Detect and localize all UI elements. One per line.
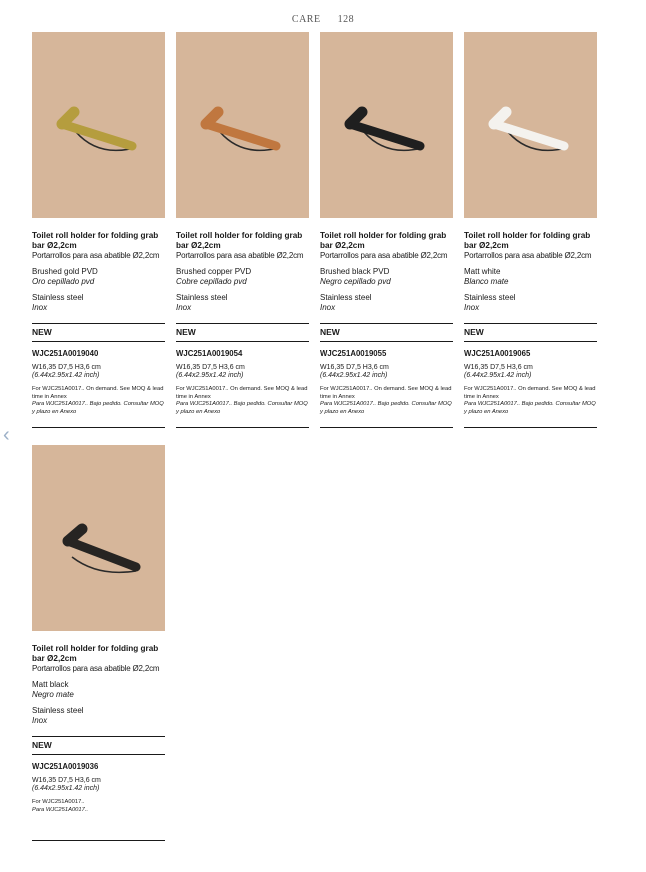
product-reference: WJC251A0019065 [464, 349, 531, 358]
finish-label: Matt white [464, 267, 501, 276]
material-label: Stainless steel [464, 293, 516, 302]
material-label: Stainless steel [176, 293, 228, 302]
finish-label: Matt black [32, 680, 69, 689]
divider [32, 840, 165, 841]
divider [464, 427, 597, 428]
new-badge: NEW [32, 327, 52, 337]
finish-label-es: Oro cepillado pvd [32, 277, 95, 286]
product-title: Toilet roll holder for folding grab bar Ø2,2cm [320, 231, 447, 250]
product-reference: WJC251A0019040 [32, 349, 99, 358]
previous-page-chevron-icon[interactable]: ‹ [3, 424, 10, 446]
finish-label: Brushed black PVD [320, 267, 390, 276]
roll-holder-image [176, 32, 309, 218]
divider [32, 323, 165, 324]
new-badge: NEW [464, 327, 484, 337]
divider [176, 427, 309, 428]
holder-bar [206, 112, 276, 146]
dimensions-inch: (6.44x2.95x1.42 inch) [320, 372, 388, 379]
material-label: Stainless steel [320, 293, 372, 302]
dimensions-cm: W16,35 D7,5 H3,6 cm [464, 364, 533, 371]
page-number: 128 [337, 14, 355, 25]
availability-note-es: Para WJC251A0017.. Bajo pedido. Consultar MOQ y plazo en Anexo [176, 401, 308, 415]
product-subtitle: Portarrollos para asa abatible Ø2,2cm [176, 251, 304, 260]
divider [176, 323, 309, 324]
roll-holder-image [32, 32, 165, 218]
availability-note: For WJC251A0017.. On demand. See MOQ & lead time in Annex [176, 386, 308, 400]
product-reference: WJC251A0019054 [176, 349, 243, 358]
finish-label-es: Negro mate [32, 690, 74, 699]
availability-note: For WJC251A0017.. [32, 799, 85, 805]
product-subtitle: Portarrollos para asa abatible Ø2,2cm [320, 251, 448, 260]
product-subtitle: Portarrollos para asa abatible Ø2,2cm [464, 251, 592, 260]
divider [320, 341, 453, 342]
new-badge: NEW [176, 327, 196, 337]
dimensions-inch: (6.44x2.95x1.42 inch) [32, 785, 100, 792]
material-label: Stainless steel [32, 293, 84, 302]
dimensions-cm: W16,35 D7,5 H3,6 cm [176, 364, 245, 371]
finish-label: Brushed gold PVD [32, 267, 98, 276]
product-card [176, 32, 309, 416]
dimensions-inch: (6.44x2.95x1.42 inch) [32, 372, 100, 379]
product-photo [176, 32, 309, 218]
holder-bar [350, 112, 420, 146]
divider [320, 427, 453, 428]
divider [32, 341, 165, 342]
divider [464, 323, 597, 324]
product-title: Toilet roll holder for folding grab bar Ø2,2cm [464, 231, 591, 250]
material-label-es: Inox [176, 303, 192, 312]
availability-note: For WJC251A0017.. On demand. See MOQ & lead time in Annex [464, 386, 596, 400]
product-card [464, 32, 597, 416]
product-reference: WJC251A0019055 [320, 349, 387, 358]
dimensions-cm: W16,35 D7,5 H3,6 cm [320, 364, 389, 371]
availability-note-es: Para WJC251A0017.. Bajo pedido. Consultar MOQ y plazo en Anexo [320, 401, 452, 415]
product-title: Toilet roll holder for folding grab bar Ø2,2cm [32, 644, 159, 663]
holder-bar [494, 112, 564, 146]
product-title: Toilet roll holder for folding grab bar Ø2,2cm [176, 231, 303, 250]
dimensions-cm: W16,35 D7,5 H3,6 cm [32, 777, 101, 784]
product-photo [464, 32, 597, 218]
finish-label-es: Blanco mate [464, 277, 509, 286]
availability-note: For WJC251A0017.. On demand. See MOQ & lead time in Annex [32, 386, 164, 400]
divider [464, 341, 597, 342]
product-subtitle: Portarrollos para asa abatible Ø2,2cm [32, 664, 160, 673]
divider [320, 323, 453, 324]
availability-note-es: Para WJC251A0017.. Bajo pedido. Consultar MOQ y plazo en Anexo [32, 401, 164, 415]
material-label-es: Inox [320, 303, 336, 312]
product-subtitle: Portarrollos para asa abatible Ø2,2cm [32, 251, 160, 260]
finish-label-es: Cobre cepillado pvd [176, 277, 247, 286]
finish-label: Brushed copper PVD [176, 267, 252, 276]
material-label-es: Inox [464, 303, 480, 312]
availability-note: For WJC251A0017.. On demand. See MOQ & lead time in Annex [320, 386, 452, 400]
divider [176, 341, 309, 342]
product-card [320, 32, 453, 416]
divider [32, 427, 165, 428]
product-photo [32, 32, 165, 218]
product-photo [32, 445, 165, 631]
roll-holder-image [320, 32, 453, 218]
material-label-es: Inox [32, 716, 48, 725]
divider [32, 736, 165, 737]
availability-note-es: Para WJC251A0017.. [32, 806, 89, 813]
divider [32, 754, 165, 755]
product-card [32, 32, 165, 416]
material-label: Stainless steel [32, 706, 84, 715]
new-badge: NEW [320, 327, 340, 337]
product-title: Toilet roll holder for folding grab bar Ø2,2cm [32, 231, 159, 250]
new-badge: NEW [32, 740, 52, 750]
roll-holder-image [464, 32, 597, 218]
page-header [0, 14, 646, 25]
material-label-es: Inox [32, 303, 48, 312]
section-title: CARE [291, 14, 321, 25]
finish-label-es: Negro cepillado pvd [320, 277, 391, 286]
availability-note-es: Para WJC251A0017.. Bajo pedido. Consultar MOQ y plazo en Anexo [464, 401, 596, 415]
product-card [32, 445, 165, 814]
dimensions-cm: W16,35 D7,5 H3,6 cm [32, 364, 101, 371]
dimensions-inch: (6.44x2.95x1.42 inch) [176, 372, 244, 379]
product-photo [320, 32, 453, 218]
product-reference: WJC251A0019036 [32, 762, 99, 771]
dimensions-inch: (6.44x2.95x1.42 inch) [464, 372, 532, 379]
roll-holder-image [32, 445, 165, 631]
holder-bar [62, 112, 132, 146]
